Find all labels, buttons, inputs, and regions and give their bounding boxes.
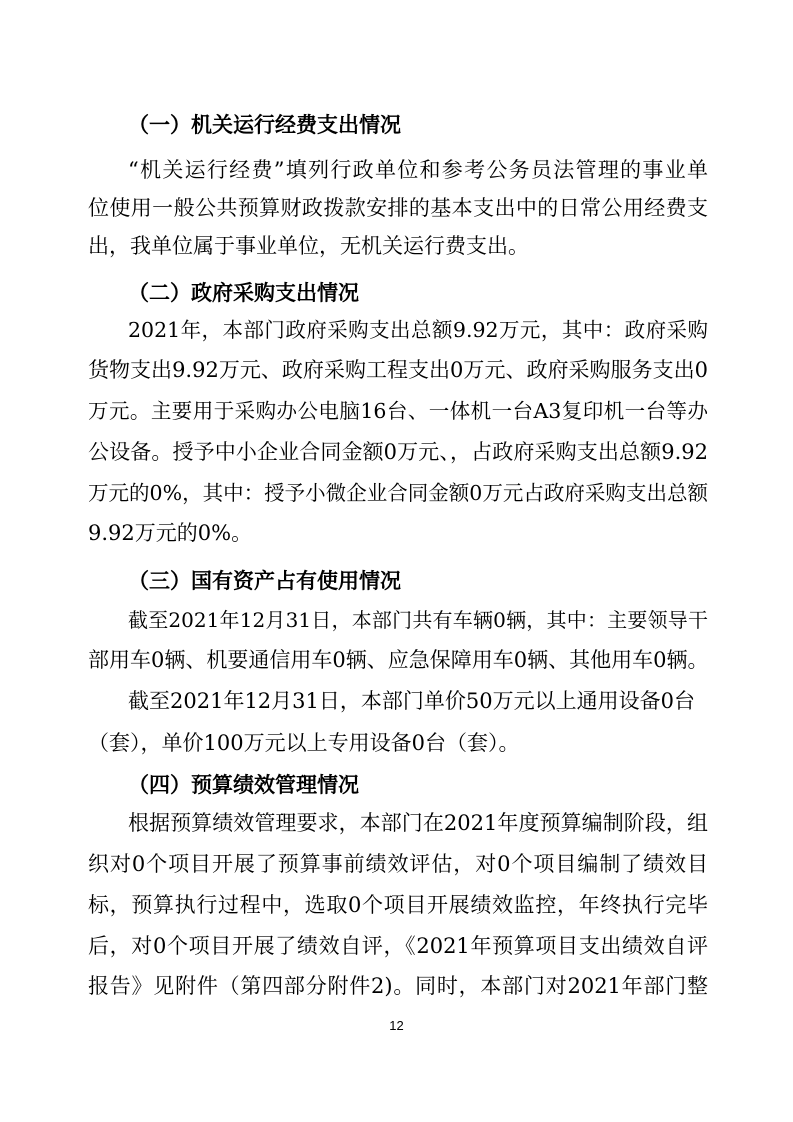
paragraph-line: “机关运行经费”填列行政单位和参考公务员法管理的事业单 bbox=[128, 158, 708, 182]
paragraph-line: 后，对0个项目开展了绩效自评，《2021年预算项目支出绩效自评 bbox=[88, 934, 708, 958]
paragraph-line: 万元。主要用于采购办公电脑16台、一体机一台A3复印机一台等办 bbox=[88, 399, 708, 423]
section-heading-1: （一）机关运行经费支出情况 bbox=[128, 113, 401, 137]
paragraph-line: 根据预算绩效管理要求，本部门在2021年度预算编制阶段，组 bbox=[128, 811, 708, 835]
paragraph-line: 9.92万元的0%。 bbox=[88, 521, 253, 545]
page-number: 12 bbox=[389, 1018, 404, 1033]
paragraph-line: 部用车0辆、机要通信用车0辆、应急保障用车0辆、其他用车0辆。 bbox=[88, 648, 709, 672]
paragraph-line: 标，预算执行过程中，选取0个项目开展绩效监控，年终执行完毕 bbox=[88, 893, 708, 917]
paragraph-line: 公设备。授予中小企业合同金额0万元、，占政府采购支出总额9.92 bbox=[88, 440, 708, 464]
paragraph-line: 货物支出9.92万元、政府采购工程支出0万元、政府采购服务支出0 bbox=[88, 358, 708, 382]
section-heading-4: （四）预算绩效管理情况 bbox=[128, 773, 359, 797]
paragraph-line: 报告》见附件（第四部分附件2)。同时，本部门对2021年部门整 bbox=[88, 974, 708, 998]
paragraph-line: 出，我单位属于事业单位，无机关运行费支出。 bbox=[88, 234, 529, 258]
paragraph-line: 位使用一般公共预算财政拨款安排的基本支出中的日常公用经费支 bbox=[88, 196, 708, 220]
section-heading-2: （二）政府采购支出情况 bbox=[128, 281, 359, 305]
paragraph-line: 截至2021年12月31日，本部门单价50万元以上通用设备0台 bbox=[128, 689, 695, 713]
paragraph-line: 织对0个项目开展了预算事前绩效评估，对0个项目编制了绩效目 bbox=[88, 852, 708, 876]
section-heading-3: （三）国有资产占有使用情况 bbox=[128, 569, 401, 593]
paragraph-line: 万元的0%，其中：授予小微企业合同金额0万元占政府采购支出总额 bbox=[88, 481, 708, 505]
paragraph-line: 截至2021年12月31日，本部门共有车辆0辆，其中：主要领导干 bbox=[128, 608, 708, 632]
paragraph-line: 2021年，本部门政府采购支出总额9.92万元，其中：政府采购 bbox=[128, 318, 708, 342]
paragraph-line: （套），单价100万元以上专用设备0台（套）。 bbox=[88, 731, 520, 755]
